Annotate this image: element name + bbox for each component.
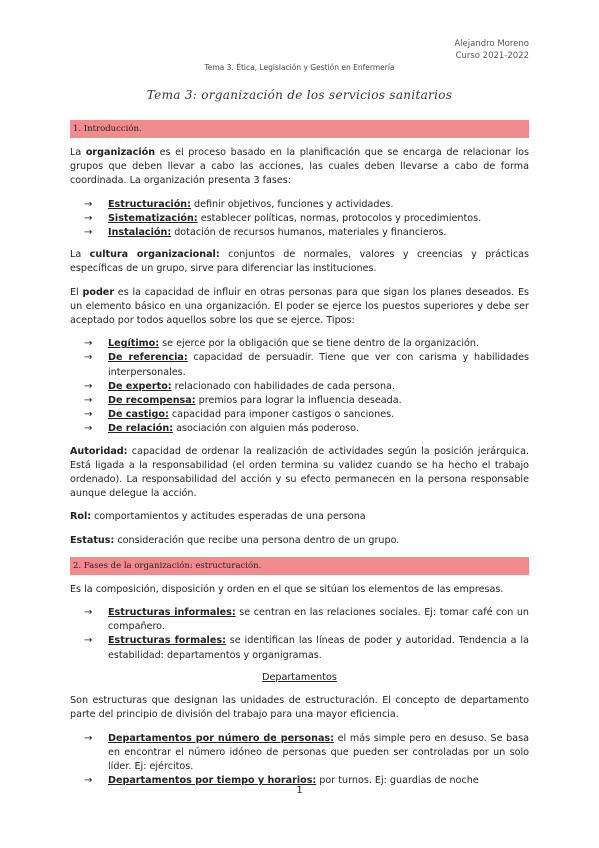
list-desc: por turnos. Ej: guardias de noche — [316, 775, 479, 787]
list-term: De relación: — [108, 423, 174, 435]
bold-term: Estatus: — [70, 534, 115, 546]
arrow-icon: → — [84, 198, 93, 210]
authority-paragraph — [70, 445, 529, 502]
bold-term: cultura organizacional: — [89, 249, 220, 261]
phases-list — [70, 198, 529, 241]
list-term: Sistematización: — [108, 212, 198, 224]
list-desc: premios para lograr la influencia deseada. — [195, 395, 402, 407]
list-item — [84, 422, 529, 436]
list-item — [84, 380, 529, 394]
arrow-icon: → — [84, 775, 93, 787]
structures-list — [70, 606, 529, 663]
list-item — [84, 606, 529, 634]
departments-intro: Son estructuras que designan las unidades de estructuración. El concepto de departamento parte del principio de división del trabajo para una mayor eficiencia. — [70, 695, 529, 721]
bold-term: Rol: — [70, 511, 92, 523]
departments-subheading: Departamentos — [262, 671, 337, 683]
document-body — [70, 118, 529, 796]
subject-line: Tema 3. Ética, Legislación y Gestión en Enfermería — [204, 63, 395, 72]
list-term: Estructuras informales: — [108, 607, 236, 619]
list-term: Estructuras formales: — [108, 635, 226, 647]
list-term: De referencia: — [108, 352, 188, 364]
list-desc: el más simple pero en desuso. Se basa en encontrar el número idóneo de personas que pueden ser controladas por un solo líder. Ej: ejércitos. — [108, 732, 529, 772]
arrow-icon: → — [84, 409, 93, 421]
arrow-icon: → — [84, 607, 93, 619]
list-item — [84, 337, 529, 351]
arrow-icon: → — [84, 212, 93, 224]
text: El — [70, 286, 83, 298]
arrow-icon: → — [84, 732, 93, 744]
list-desc: se ejerce por la obligación que se tiene dentro de la organización. — [159, 338, 480, 350]
role-paragraph — [70, 510, 529, 524]
author-name: Alejandro Moreno — [454, 39, 529, 49]
culture-paragraph — [70, 248, 529, 276]
list-term: Estructuración: — [108, 198, 191, 210]
list-desc: relacionado con habilidades de cada persona. — [171, 380, 395, 392]
document-title: Tema 3: organización de los servicios sanitarios — [146, 88, 453, 102]
text: es el proceso basado en la planificación que se encarga de relacionar los grupos que deben llevar a cabo las acciones, las cuales deben llevarse a cabo de forma coordinada. La organización presenta 3 fases: — [70, 147, 529, 187]
list-term: Departamentos por número de personas: — [108, 732, 334, 744]
list-item — [84, 732, 529, 775]
text: capacidad de ordenar la realización de actividades según la posición jerárquica. Está ligada a la responsabilidad (el orden termina su validez cuando se ha hecho el trabajo ordenado). La responsabilidad del acción y su efecto permanecen en la persona responsable aunque delegue la acción. — [70, 445, 529, 500]
list-item — [84, 226, 529, 240]
list-term: De castigo: — [108, 409, 169, 421]
departments-list — [70, 732, 529, 789]
text: conjuntos de normales, valores y creencias y prácticas específicas de un grupo, sirve para diferenciar las instituciones. — [70, 249, 529, 275]
text: La — [70, 147, 86, 158]
list-desc: asociación con alguien más poderoso. — [173, 423, 359, 435]
list-desc: establecer políticas, normas, protocolos y procedimientos. — [197, 212, 482, 224]
arrow-icon: → — [84, 338, 93, 350]
structuring-intro: Es la composición, disposición y orden en el que se sitúan los elementos de las empresas. — [70, 583, 504, 595]
arrow-icon: → — [84, 352, 93, 364]
list-item — [84, 351, 529, 379]
list-desc: se centran en las relaciones sociales. Ej: tomar café con un compañero. — [108, 607, 529, 633]
text: La — [70, 249, 90, 261]
list-desc: dotación de recursos humanos, materiales y financieros. — [171, 227, 447, 239]
course-year: Curso 2021-2022 — [455, 51, 529, 61]
list-item — [84, 408, 529, 422]
list-desc: definir objetivos, funciones y actividades. — [190, 198, 394, 210]
arrow-icon: → — [84, 380, 93, 392]
bold-term: organización — [85, 147, 156, 158]
arrow-icon: → — [84, 635, 93, 647]
list-item — [84, 198, 529, 212]
list-desc: capacidad de persuadir. Tiene que ver con carisma y habilidades interpersonales. — [108, 352, 529, 378]
list-item — [84, 634, 529, 662]
organization-paragraph — [70, 146, 529, 189]
status-paragraph — [70, 534, 529, 548]
list-desc: capacidad para imponer castigos o sanciones. — [168, 409, 395, 421]
text: es la capacidad de influir en otras personas para que sigan los planes deseados. Es un elemento básico en una organización. El poder se ejerce los puestos superiores y debe ser aceptado por todos aquellos sobre los que se ejerce. Tipos: — [70, 286, 530, 327]
power-types-list — [70, 337, 529, 436]
list-term: Departamentos por tiempo y horarios: — [108, 775, 317, 787]
arrow-icon: → — [84, 423, 93, 435]
list-term: De experto: — [108, 380, 172, 392]
section-heading-structuring: 2. Fases de la organización: estructuración. — [70, 557, 529, 575]
power-paragraph — [70, 286, 529, 329]
list-term: Legítimo: — [108, 338, 160, 350]
page-number: 1 — [296, 785, 303, 796]
arrow-icon: → — [84, 395, 93, 407]
list-item — [84, 394, 529, 408]
arrow-icon: → — [84, 227, 93, 239]
bold-term: Autoridad: — [70, 445, 128, 457]
text: comportamientos y actitudes esperadas de una persona — [91, 511, 366, 523]
section-heading-introduction: 1. Introducción. — [70, 120, 529, 138]
bold-term: poder — [82, 286, 115, 298]
list-term: Instalación: — [108, 227, 172, 239]
header-right — [454, 38, 529, 62]
list-item — [84, 212, 529, 226]
list-desc: se identifican las líneas de poder y autoridad. Tendencia a la estabilidad: departamentos y organigramas. — [108, 635, 529, 661]
text: consideración que recibe una persona dentro de un grupo. — [114, 534, 400, 546]
list-term: De recompensa: — [108, 395, 196, 407]
